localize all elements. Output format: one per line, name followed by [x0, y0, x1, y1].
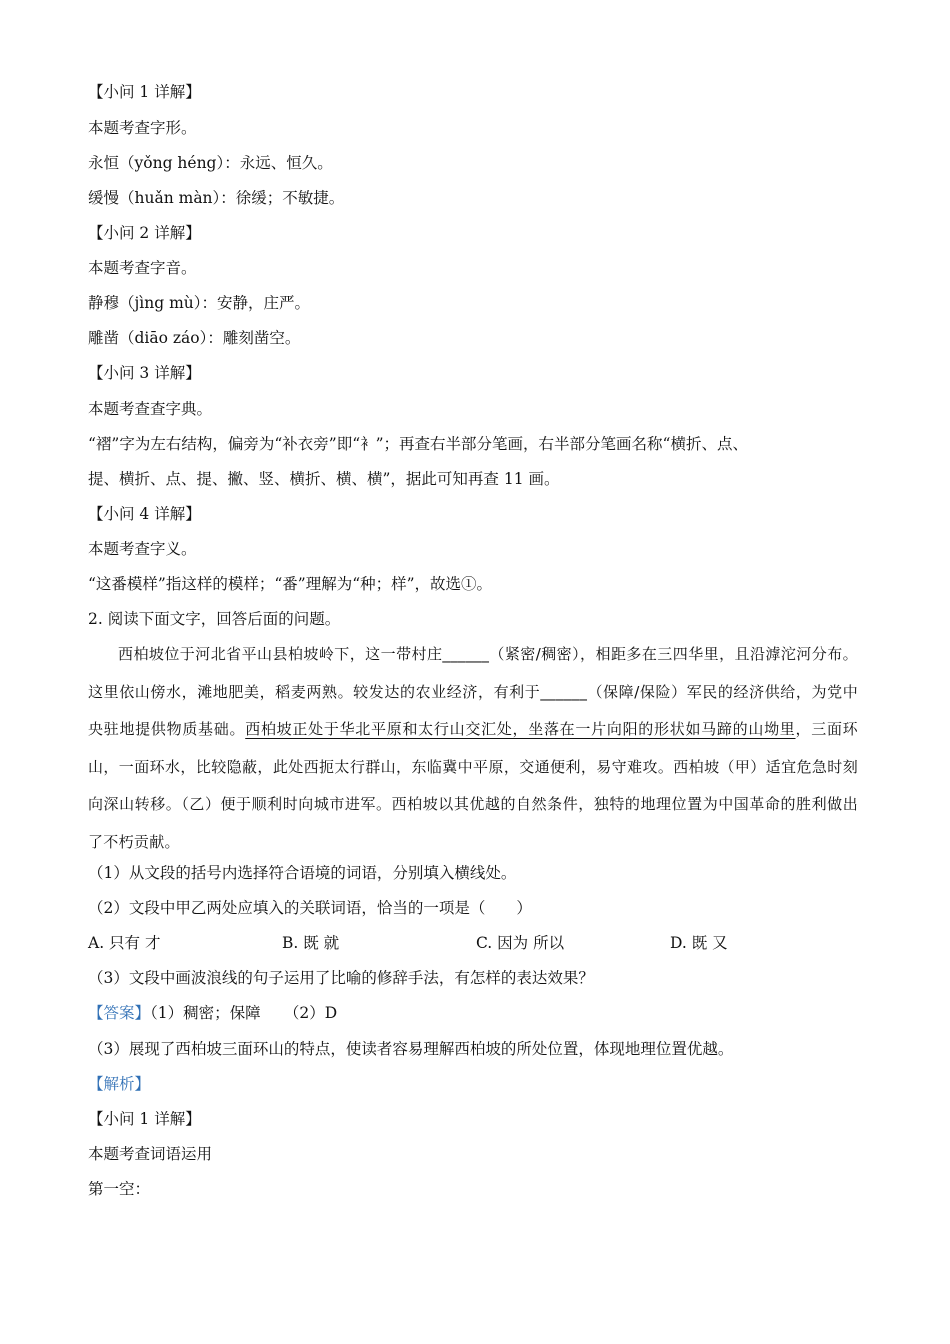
- option-d: D. 既 又: [670, 934, 728, 952]
- text-line: 本题考查字义。: [88, 540, 197, 558]
- text-line: 本题考查查字典。: [88, 400, 213, 418]
- text-line: 静穆（jìng mù）：安静，庄严。: [88, 294, 311, 312]
- text-line: “褶”字为左右结构，偏旁为“补衣旁”即“衤”；再查右半部分笔画，右半部分笔画名称“横折、点、: [88, 435, 748, 453]
- analysis-sub-question-1-heading: 【小问 1 详解】: [88, 1110, 201, 1128]
- passage-text-a: 西柏坡位于河北省平山县柏坡岭下，这一带村庄______（紧密/稠密），相距多在三四华里，且沿滹沱河分布。这里依山傍水，滩地肥美，稻麦两熟。较发达的农业经济，有利于______（保障/保险）军民的经济供给，为党中央驻地提供物质基础。: [88, 645, 858, 738]
- text-line: 提、横折、点、提、撇、竖、横折、横、横”，据此可知再查 11 画。: [88, 470, 560, 488]
- option-c: C. 因为 所以: [476, 934, 565, 952]
- passage-text-b: ，三面环山，一面环水，比较隐蔽，此处西扼太行群山，东临冀中平原，交通便利，易守难攻。西柏坡（甲）适宜危急时刻向深山转移。（乙）便于顺利时向城市进军。西柏坡以其优越的自然条件，独特的地理位置为中国革命的胜利做出了不朽贡献。: [88, 720, 858, 851]
- text-line: 缓慢（huǎn màn）：徐缓；不敏捷。: [88, 189, 345, 207]
- analysis-tag: 【解析】: [88, 1075, 151, 1093]
- answer-line-2: （3）展现了西柏坡三面环山的特点，使读者容易理解西柏坡的所处位置，体现地理位置优越。: [88, 1040, 734, 1058]
- sub-question-2: （2）文段中甲乙两处应填入的关联词语，恰当的一项是（ ）: [88, 899, 532, 917]
- reading-passage: [88, 636, 858, 861]
- text-line: 本题考查字形。: [88, 119, 197, 137]
- sub-question-1-heading: 【小问 1 详解】: [88, 83, 201, 101]
- answer-line: [88, 1002, 337, 1024]
- wavy-underlined-sentence: 西柏坡正处于华北平原和太行山交汇处，坐落在一片向阳的形状如马蹄的山坳里: [245, 720, 796, 738]
- question-2-stem: 2. 阅读下面文字，回答后面的问题。: [88, 610, 341, 628]
- option-a: A. 只有 才: [88, 934, 161, 952]
- text-line: 第一空：: [88, 1180, 151, 1198]
- option-b: B. 既 就: [282, 934, 340, 952]
- text-line: 本题考查字音。: [88, 259, 197, 277]
- sub-question-4-heading: 【小问 4 详解】: [88, 505, 201, 523]
- text-line: 雕凿（diāo záo）：雕刻凿空。: [88, 329, 301, 347]
- sub-question-1: （1）从文段的括号内选择符合语境的词语，分别填入横线处。: [88, 864, 517, 882]
- answer-tag: 【答案】: [88, 1004, 151, 1022]
- text-line: 永恒（yǒng héng）：永远、恒久。: [88, 154, 333, 172]
- text-line: “这番模样”指这样的模样；“番”理解为“种；样”，故选①。: [88, 575, 493, 593]
- sub-question-3-heading: 【小问 3 详解】: [88, 364, 201, 382]
- sub-question-3: （3）文段中画波浪线的句子运用了比喻的修辞手法，有怎样的表达效果？: [88, 969, 594, 987]
- text-line: 本题考查词语运用: [88, 1145, 213, 1163]
- sub-question-2-heading: 【小问 2 详解】: [88, 224, 201, 242]
- answer-text: （1）稠密；保障 （2）D: [150, 1004, 338, 1022]
